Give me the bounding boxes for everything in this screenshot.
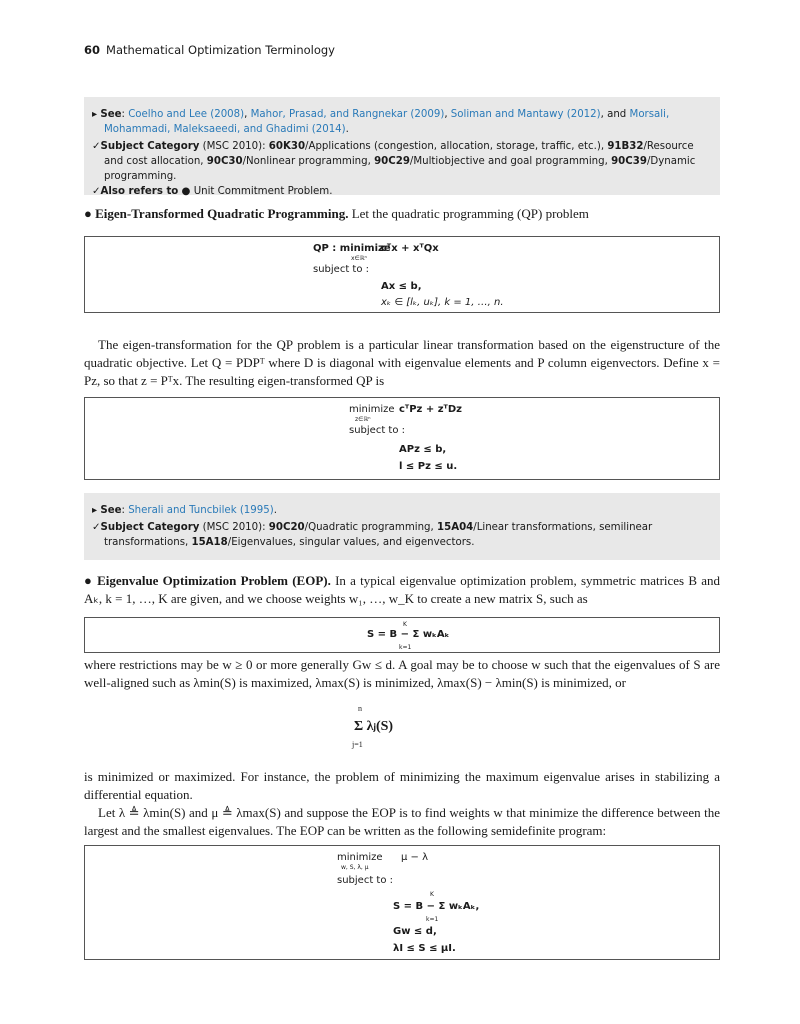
paragraph: Let λ ≜ λmin(S) and μ ≜ λmax(S) and suppose the EOP is to find weights w that minimize the difference between the largest and the smallest eigenvalues. The EOP can be written as the following semidefinite program:: [84, 805, 720, 838]
category-code: 90C39: [611, 156, 647, 167]
formula-text: subject to :: [337, 875, 394, 886]
running-header: [84, 43, 335, 57]
formula-s-def: [84, 617, 720, 653]
formula-sum-eigenvalues: [0, 700, 800, 755]
formula-text: Ax ≤ b,: [381, 281, 422, 292]
formula-text: λI ≤ S ≤ μI.: [393, 943, 456, 954]
category-desc: Eigenvalues, singular values, and eigenvectors.: [231, 537, 475, 548]
formula-text: minimize: [349, 404, 395, 415]
msc-label: (MSC 2010):: [202, 141, 266, 152]
category-code: 15A04: [437, 522, 474, 533]
formula-text: cᵀx + xᵀQx: [381, 243, 439, 254]
ref-link[interactable]: Soliman and Mantawy (2012): [450, 109, 601, 120]
formula-text: z∈ℝⁿ: [355, 416, 371, 423]
see-label: See: [100, 505, 122, 516]
formula-text: minimize: [337, 852, 383, 863]
formula-text: μ − λ: [401, 852, 429, 863]
formula-text: K: [430, 891, 434, 898]
entry-intro: Let the quadratic programming (QP) problem: [351, 206, 589, 221]
category-desc: Quadratic programming,: [308, 522, 434, 533]
also-refers-label: Also refers to: [100, 186, 179, 197]
category-code: 90C29: [374, 156, 410, 167]
entry-title: Eigenvalue Optimization Problem (EOP).: [97, 573, 331, 588]
category-code: 90C30: [206, 156, 243, 167]
paragraph: where restrictions may be w ≥ 0 or more generally Gw ≤ d. A goal may be to choose w such that the eigenvalues of S are well-aligned such as λmin(S) is maximized, λmax(S) is minimized, λmax(S) − λmin(S) is minimized, or: [84, 657, 720, 690]
header-title: Mathematical Optimization Terminology: [106, 43, 335, 57]
page-number: 60: [84, 43, 101, 57]
formula-text: j=1: [352, 740, 363, 749]
formula-text: subject to :: [313, 264, 370, 275]
paragraph: is minimized or maximized. For instance, the problem of minimizing the maximum eigenvalue arises in stabilizing a differential equation.: [84, 769, 720, 802]
formula-text: S = B − Σ wₖAₖ: [367, 629, 450, 640]
formula-text: x∈ℝⁿ: [351, 255, 367, 262]
formula-text: k=1: [399, 644, 412, 651]
category-code: 90C20: [268, 522, 305, 533]
entry-eop: ● Eigenvalue Optimization Problem (EOP). In a typical eigenvalue optimization problem, symmetric matrices B and Aₖ, k = 1, …, K are given, and we choose weights w₁, …, w_K to create a new matrix S, such as: [84, 573, 721, 606]
formula-text: w, S, λ, μ: [341, 864, 369, 871]
and-text: and: [607, 109, 627, 120]
ref-link[interactable]: Coelho and Lee (2008): [128, 109, 245, 120]
entry-title: Eigen-Transformed Quadratic Programming.: [95, 206, 349, 221]
subject-label: Subject Category: [100, 141, 200, 152]
category-desc: Resource and cost allocation,: [104, 141, 694, 167]
category-code: 91B32: [607, 141, 644, 152]
see-label: See: [100, 109, 122, 120]
ref-link[interactable]: Sherali and Tuncbilek (1995): [128, 505, 274, 516]
formula-text: Gw ≤ d,: [393, 926, 437, 937]
ref-link[interactable]: Morsali, Mohammadi, Maleksaeedi, and Ghadimi (2014): [104, 109, 670, 135]
see-also-box: ▸ See: Sherali and Tuncbilek (1995). ✓Subject Category (MSC 2010): 90C20/Quadratic programming, 15A04/Linear transformations, semilinear transformations, 15A18/Eigenvalues, singular values, and eigenvectors.: [84, 493, 720, 560]
formula-text: APz ≤ b,: [399, 444, 447, 455]
also-ref-link[interactable]: Unit Commitment Problem.: [193, 186, 333, 197]
category-desc: Nonlinear programming,: [246, 156, 371, 167]
formula-text: QP : minimize: [313, 243, 391, 254]
category-desc: Dynamic programming.: [104, 156, 696, 182]
see-also-box: ▸ See: Coelho and Lee (2008), Mahor, Prasad, and Rangnekar (2009), Soliman and Mantawy (2012), and Morsali, Mohammadi, Maleksaeedi, and Ghadimi (2014). ✓Subject Category (MSC 2010): 60K30/Applications (congestion, allocation, storage, traffic, etc.), 91B32/Resource and cost allocation, 90C30/Nonlinear programming, 90C29/Multiobjective and goal programming, 90C39/Dynamic programming. ✓Also refers to ● Unit Commitment Problem.: [84, 97, 720, 195]
entry-eigen-transformed-qp: ● Eigen-Transformed Quadratic Programming. Let the quadratic programming (QP) problem: [84, 206, 589, 221]
formula-text: K: [403, 621, 407, 628]
subject-label: Subject Category: [100, 522, 200, 533]
category-desc: Applications (congestion, allocation, storage, traffic, etc.),: [308, 141, 605, 152]
category-code: 60K30: [268, 141, 306, 152]
formula-eigen-qp: [84, 397, 720, 480]
formula-text: cᵀPz + zᵀDz: [399, 404, 462, 415]
category-code: 15A18: [191, 537, 228, 548]
formula-qp: [84, 236, 720, 313]
category-desc: Multiobjective and goal programming,: [413, 156, 608, 167]
formula-text: Σ λⱼ(S): [354, 719, 394, 734]
formula-text: n: [358, 704, 362, 713]
formula-text: S = B − Σ wₖAₖ,: [393, 901, 480, 912]
formula-text: l ≤ Pz ≤ u.: [399, 461, 458, 472]
ref-link[interactable]: Mahor, Prasad, and Rangnekar (2009): [250, 109, 445, 120]
entry-intro: In a typical eigenvalue optimization problem, symmetric matrices B and Aₖ, k = 1, …, K are given, and we choose weights w₁, …, w_K to create a new matrix S, such as: [84, 573, 721, 606]
formula-text: xₖ ∈ [lₖ, uₖ], k = 1, …, n.: [381, 297, 504, 308]
formula-text: subject to :: [349, 425, 406, 436]
msc-label: (MSC 2010):: [202, 522, 266, 533]
paragraph: The eigen-transformation for the QP problem is a particular linear transformation based on the eigenstructure of the quadratic objective. Let Q = PDPᵀ where D is diagonal with eigenvalue elements and P column eigenvectors. Define x = Pz, so that z = Pᵀx. The resulting eigen-transformed QP is: [84, 337, 720, 388]
formula-eop-sdp: [84, 845, 720, 960]
category-desc: Linear transformations, semilinear transformations,: [104, 522, 653, 548]
formula-text: k=1: [426, 916, 439, 923]
